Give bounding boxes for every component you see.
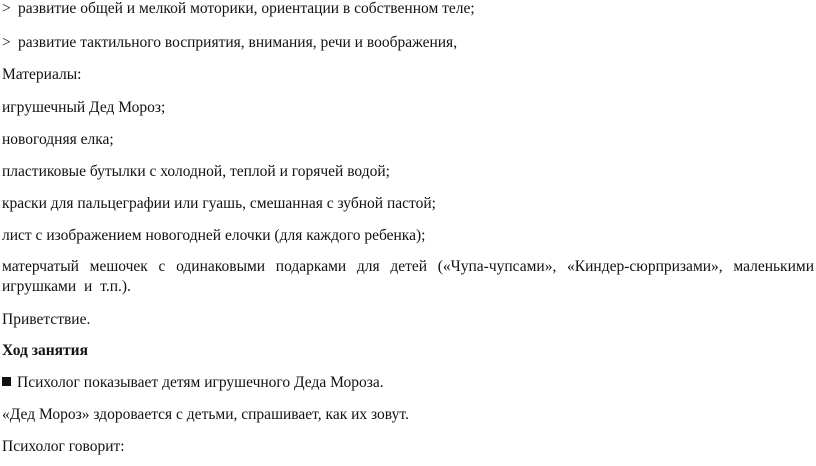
- arrow-bullet-icon: >: [2, 34, 11, 51]
- goal-text: развитие общей и мелкой моторики, ориентации в собственном теле;: [18, 0, 475, 17]
- lesson-paragraph: [2, 374, 384, 392]
- lesson-heading: Ход занятия: [2, 342, 88, 359]
- material-item: игрушечный Дед Мороз;: [2, 99, 166, 116]
- material-item: лист с изображением новогодней елочки (для каждого ребенка);: [2, 227, 426, 244]
- material-item: пластиковые бутылки с холодной, теплой и горячей водой;: [2, 163, 390, 180]
- greeting-line: Приветствие.: [2, 311, 91, 328]
- arrow-bullet-icon: >: [2, 0, 11, 17]
- goal-item: [2, 0, 475, 18]
- lesson-paragraph: «Дед Мороз» здоровается с детьми, спрашивает, как их зовут.: [2, 406, 409, 423]
- goal-text: развитие тактильного восприятия, внимания, речи и воображения,: [18, 34, 458, 51]
- material-item: новогодняя елка;: [2, 131, 114, 148]
- material-item: краски для пальцеграфии или гуашь, смешанная с зубной пастой;: [2, 195, 436, 212]
- square-bullet-icon: [2, 377, 11, 386]
- lesson-paragraph: Психолог говорит:: [2, 438, 125, 455]
- goal-item: [2, 34, 457, 52]
- lesson-paragraph-text: Психолог показывает детям игрушечного Деда Мороза.: [17, 374, 384, 391]
- material-item: матерчатый мешочек с одинаковыми подарками для детей («Чупа-чупсами», «Киндер-сюрпризами», маленькими игрушками и т.п.).: [2, 258, 814, 295]
- materials-heading: Материалы:: [2, 66, 82, 83]
